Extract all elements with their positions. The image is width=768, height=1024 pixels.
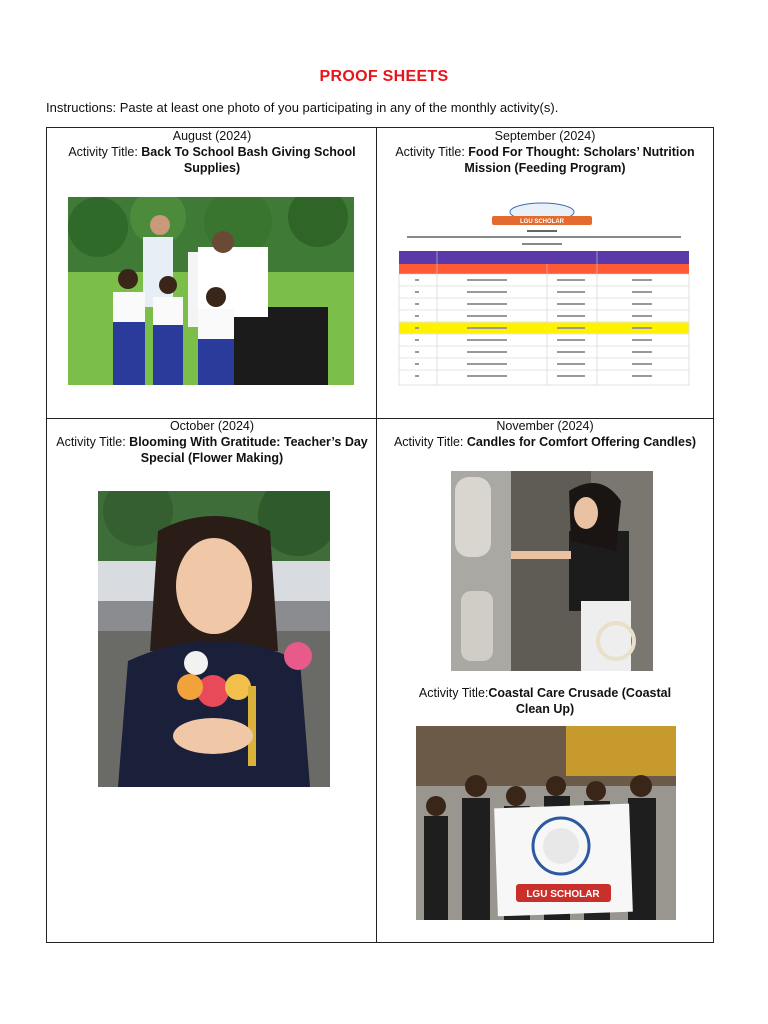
cell-august [55,128,369,176]
month-label: August (2024) [172,129,252,143]
cell-september [384,128,706,176]
svg-text:LGU SCHOLAR: LGU SCHOLAR [520,219,564,225]
svg-text:LGU SCHOLAR: LGU SCHOLAR [526,889,600,900]
grid-divider-vertical [376,128,377,942]
activity-title-second: Activity Title:Coastal Care Crusade (Coastal Clean Up) [418,686,672,716]
month-label: September (2024) [494,129,596,143]
instructions-text: Instructions: Paste at least one photo of you participating in any of the monthly activity(s). [46,100,559,115]
activity-title: Activity Title: Candles for Comfort Offering Candles) [393,435,697,449]
page-title: PROOF SHEETS [319,68,449,85]
cell-november [384,418,706,450]
photo-august-school-supplies [68,197,354,385]
month-label: November (2024) [496,419,594,433]
cell-october [51,418,373,466]
photo-september-feeding-program-statement [397,200,691,386]
cell-november-second-activity [404,685,686,717]
activity-title: Activity Title: Blooming With Gratitude: Teacher’s Day Special (Flower Making) [56,435,368,465]
proof-sheet-grid [46,127,714,943]
photo-november-offering-candles [451,471,653,671]
photo-october-flower-making [98,491,330,787]
month-label: October (2024) [169,419,255,433]
activity-title: Activity Title: Food For Thought: Scholars’ Nutrition Mission (Feeding Program) [395,145,695,175]
photo-november-coastal-clean-up [416,726,676,920]
activity-title: Activity Title: Back To School Bash Giving School Supplies) [68,145,356,175]
